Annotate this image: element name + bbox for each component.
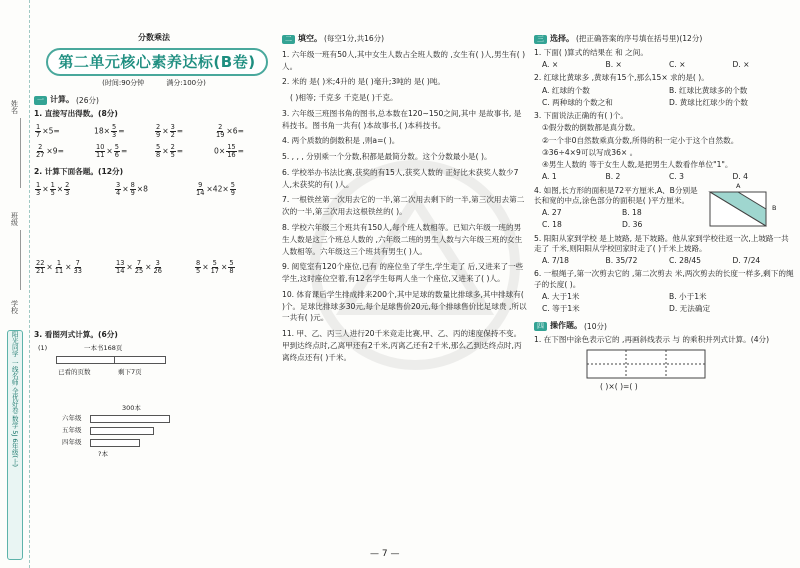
option[interactable]: C. × [669, 60, 686, 70]
choice-q2: 2. 红球比黄球多 ,黄球有15个,那么15× 求的是( )。 [534, 73, 709, 83]
question-1-3: 3. 看图列式计算。(6分) [34, 329, 118, 339]
option[interactable]: A. 大于1米 [542, 291, 580, 301]
choice-q4-block [534, 181, 796, 231]
topic-label: 分数乘法 [138, 33, 170, 42]
work-space [34, 197, 274, 255]
diagram2-q: ?本 [98, 450, 108, 459]
option[interactable]: B. 小于1米 [669, 291, 707, 301]
choice-q6-options-b [534, 304, 796, 314]
brand-text: 阳光同学 一线名师 全优好卷 数学 5J 6年级(上) [10, 331, 19, 468]
school-label: 学校 [10, 300, 19, 314]
operation-formula[interactable]: ( )×( )=( ) [600, 382, 638, 392]
option[interactable]: C. 两种球的个数之和 [542, 97, 613, 107]
choice-q5: 5. 阳阳从家到学校 是上坡路, 是下坡路。他从家到学校往返一次,上坡路一共走了 千米,则阳阳从学校回家时走了( )千米上坡路。 [534, 233, 789, 253]
mental-row-1 [34, 124, 274, 139]
rectangle-figure [708, 190, 770, 230]
option[interactable]: A. × [542, 60, 559, 70]
option[interactable]: A. 27 [542, 208, 562, 218]
name-label: 姓名 [10, 100, 19, 114]
option[interactable]: C. 3 [669, 172, 684, 182]
calc-item: 18× $\frac{5}{3}$ = [94, 123, 125, 140]
diagram1-left: 剩下7页 [118, 368, 142, 377]
choice-q2-options-a [534, 86, 796, 96]
column-middle [282, 0, 528, 568]
diagram1-total: 一本书168页 [84, 344, 123, 353]
option[interactable]: B. 红球比黄球多的个数 [669, 85, 748, 95]
option[interactable]: A. 1 [542, 172, 557, 182]
operation-q1: 1. 在下图中涂色表示它的 ,再画斜线表示 与 的乘积并列式计算。(4分) [534, 335, 770, 345]
section-name: 计算。 [50, 95, 74, 105]
fill-q4: 4. 两个质数的倒数积是 ,则a=( )。 [282, 136, 400, 146]
option[interactable]: A. 7/18 [542, 256, 569, 266]
statement: ③36÷4×9可以写成36× 。 [542, 147, 638, 157]
choice-q1-options [534, 60, 796, 70]
mental-row-2 [34, 144, 274, 159]
point-b-label: B [772, 203, 777, 212]
exam-title: 第二单元核心素养达标(B卷) [58, 52, 256, 71]
option[interactable]: B. 18 [622, 208, 642, 218]
fill-q7: 7. 一根铁丝第一次用去它的一半,第二次用去剩下的一半,第三次用去第二次的一半,第三次用去这根铁丝的( )。 [282, 195, 525, 217]
column-right [534, 0, 796, 568]
section-badge: 一 [34, 96, 47, 105]
calc-row-1 [34, 182, 274, 197]
choice-q5-options [534, 256, 796, 266]
fill-q10: 10. 体育课后学生排成排来200个,其中足球的数量比排球多,其中排球有( )个。足球比排球多30元,每个足球售价20元,每个排球售价比足球贵 ,所以一共有( )元。 [282, 289, 527, 323]
calc-item: 0× $\frac{15}{16}$ = [214, 143, 244, 160]
calc-item: $\frac{13}{14}$ × $\frac{7}{25}$ × $\frac{3}{26}$ [116, 259, 162, 275]
choice-q4-options-a [534, 208, 702, 218]
section-4-heading: 四 操作题。 (10分) [534, 321, 796, 332]
option[interactable]: D. × [732, 60, 750, 70]
option[interactable]: C. 18 [542, 220, 562, 230]
column-left [34, 0, 274, 568]
statement: ④男生人数的 等于女生人数,是把男生人数看作单位"1"。 [542, 160, 733, 170]
fill-q5: 5. , , , 分别乘一个分数,积都是最简分数。这个分数最小是( )。 [282, 152, 492, 162]
time-info: (时间:90分钟 [102, 78, 145, 87]
fill-q3: 3. 六年级三班图书角的图书,总本数在120~150之间,其中 是故事书, 是科技书。图书角一共有( )本故事书,( )本科技书。 [282, 108, 522, 130]
grade5-bar [90, 427, 154, 435]
question-1-2: 2. 计算下面各题。(12分) [34, 166, 124, 176]
calc-item: $\frac{1}{3}$ × $\frac{1}{5}$ × $\frac{2}{3}$ [36, 181, 70, 198]
option[interactable]: B. 35/72 [605, 256, 638, 266]
calc-row-2 [34, 260, 274, 275]
calc-item: $\frac{22}{21}$ × $\frac{1}{11}$ × $\frac{7}{33}$ [36, 259, 82, 275]
option[interactable]: D. 7/24 [732, 256, 761, 266]
diagram2-total: 300本 [122, 404, 141, 413]
class-label: 班级 [10, 212, 19, 226]
calc-item: $\frac{2}{19}$ ×6= [216, 123, 244, 140]
calc-item: $\frac{1}{7}$ ×5= [36, 123, 60, 140]
name-line [20, 118, 21, 188]
diagram1-read: 已看的页数 [58, 368, 91, 377]
option[interactable]: B. 2 [605, 172, 621, 182]
fill-q2: 2. 米的 是( )米;4升的 是( )毫升;3吨的 是( )吨。 [282, 77, 446, 87]
option[interactable]: B. × [605, 60, 622, 70]
fill-q6: 6. 学校举办书法比赛,获奖的有15人,获奖人数的 正好比未获奖人数少7人,未获奖的有( )人。 [282, 167, 519, 189]
choice-q4: 4. 如图,长方形的面积是72平方厘米,A、B分别是长和宽的中点,涂色部分的面积是( )平方厘米。 [534, 185, 698, 205]
fill-q9: 9. 阅览室有120个座位,已有 的座位坐了学生,学生走了 后,又进来了一些学生,这时座位空着,有12名学生每两人坐一个座位,又进来了( )人。 [282, 262, 524, 284]
option[interactable]: A. 红球的个数 [542, 85, 590, 95]
score-info: 满分:100分) [166, 78, 206, 87]
choice-q2-options-b [534, 98, 796, 108]
point-a-label: A [736, 181, 741, 190]
page-number: — 7 — [370, 549, 400, 559]
section-1-heading [34, 95, 274, 106]
fill-q8: 8. 学校六年级三个班共有150人,每个班人数相等。已知六年级一班的男生人数是这三个班总人数的 ,六年级二班的男生人数与六年级三班的女生人数相等。六年级这三个班共有男生( )人。 [282, 222, 523, 256]
exam-info [34, 79, 274, 88]
calc-item: $\frac{2}{9}$ × $\frac{3}{2}$ = [156, 123, 184, 140]
binding-strip [0, 0, 30, 568]
fill-q2-cont: ( )相等; 千克多 千克是( )千克。 [290, 93, 398, 103]
statement: ②一个非0自然数乘真分数,所得的积一定小于这个自然数。 [542, 135, 739, 145]
option[interactable]: D. 4 [732, 172, 749, 182]
calc-item: $\frac{2}{27}$ ×9= [36, 143, 64, 160]
section-points: (26分) [76, 95, 99, 105]
option[interactable]: D. 无法确定 [669, 304, 711, 314]
fill-q1: 1. 六年级一班有50人,其中女生人数占全班人数的 ,女生有( )人,男生有( )人。 [282, 49, 526, 71]
brand-strip [7, 330, 23, 560]
fill-q11: 11. 甲、乙、丙三人进行20千米竞走比赛,甲、乙、丙的速度保持不变。甲到达终点时,乙离甲还有2千米,丙离乙还有2千米,那么乙到达终点时,丙离终点还有( )千米。 [282, 329, 522, 362]
question-1-1: 1. 直接写出得数。(8分) [34, 109, 118, 119]
option[interactable]: C. 28/45 [669, 256, 702, 266]
section-2-heading: 二 填空。 (每空1分,共16分) [282, 34, 528, 45]
option[interactable]: D. 36 [622, 220, 643, 230]
calc-item: $\frac{3}{4}$ × $\frac{8}{9}$ ×8 [116, 181, 148, 198]
work-space [34, 275, 274, 327]
grade6-bar [90, 415, 170, 423]
choice-q3-options [534, 172, 796, 182]
choice-q6-options-a [534, 292, 796, 302]
choice-q3: 3. 下面说法正确的有( )个。 [534, 111, 628, 121]
choice-q6: 6. 一根绳子,第一次剪去它的 ,第二次剪去 米,两次剪去的长度一样多,剩下的绳子的长度( )。 [534, 269, 794, 289]
option[interactable]: D. 黄球比红球少的个数 [669, 97, 749, 107]
grade4-bar [90, 439, 140, 447]
class-line [20, 230, 21, 290]
choice-q4-options-b [534, 220, 702, 230]
statement: ①假分数的倒数都是真分数。 [542, 123, 640, 133]
diagram-1: (1) 一本书168页 已看的页数 剩下7页 [34, 342, 274, 386]
title-banner [46, 48, 268, 76]
diagram-2: 300本 六年级 五年级 四年级 ?本 [34, 404, 274, 464]
calc-item: $\frac{10}{11}$ × $\frac{5}{6}$ = [96, 143, 128, 160]
option[interactable]: C. 等于1米 [542, 304, 580, 314]
calc-item: $\frac{8}{5}$ × $\frac{5}{17}$ × $\frac{5}{8}$ [196, 259, 234, 275]
diagram1-bar [56, 356, 166, 364]
calc-item: $\frac{9}{14}$ ×42× $\frac{5}{9}$ [196, 181, 235, 198]
choice-q1: 1. 下面( )算式的结果在 和 之间。 [534, 47, 648, 57]
operation-rectangle[interactable] [586, 349, 706, 379]
calc-item: $\frac{5}{8}$ × $\frac{2}{5}$ = [156, 143, 184, 160]
section-3-heading: 三 选择。 (把正确答案的序号填在括号里)(12分) [534, 34, 796, 45]
